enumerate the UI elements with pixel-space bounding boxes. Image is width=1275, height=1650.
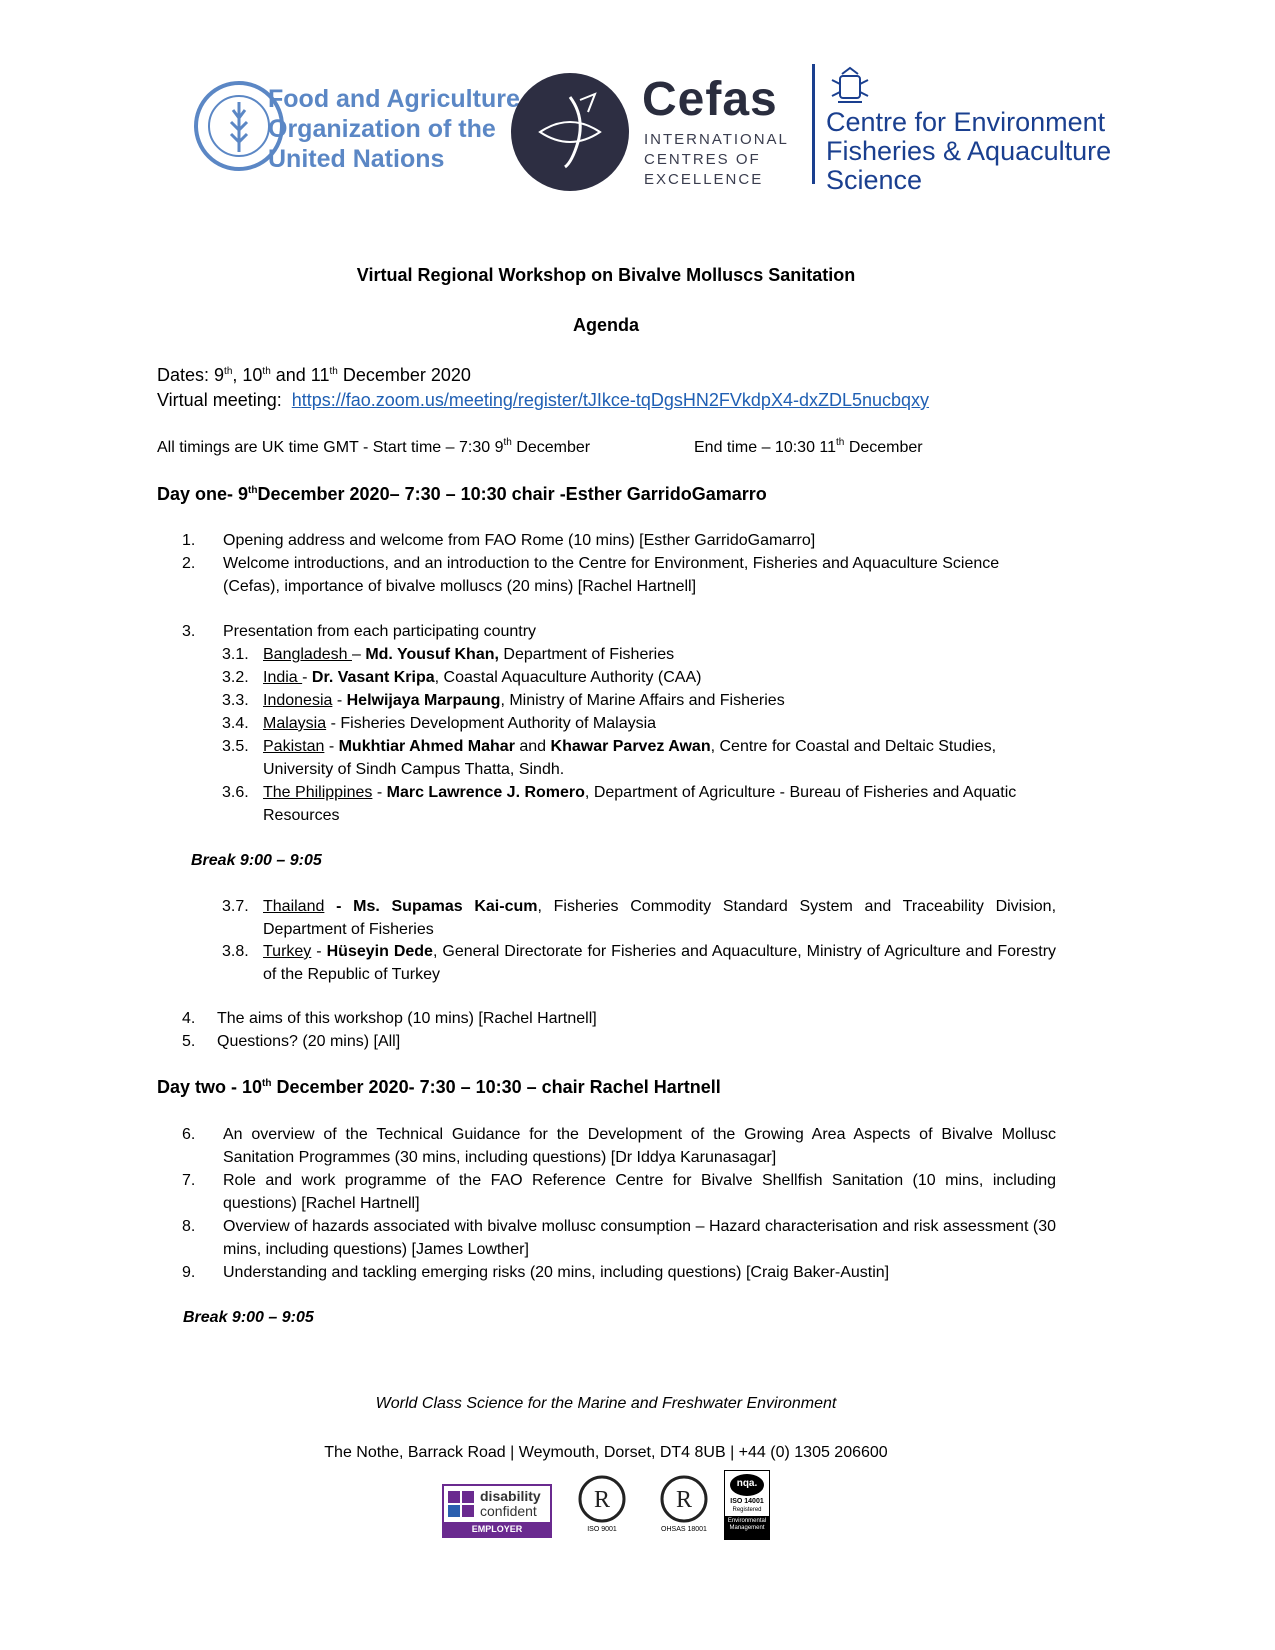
item-number: 1.	[182, 532, 196, 549]
separator: -	[326, 715, 341, 732]
item-number: 3.4.	[222, 715, 249, 732]
dc-line1: disability	[480, 1488, 541, 1504]
country-item	[222, 712, 1056, 735]
item-number: 9.	[182, 1264, 196, 1281]
cefas-sub-3: EXCELLENCE	[644, 171, 764, 188]
timing-start	[157, 436, 590, 459]
list-item	[182, 1030, 1056, 1053]
list-item	[182, 1215, 1056, 1261]
timing-end-text: End time – 10:30 11	[694, 439, 837, 456]
country-item	[222, 940, 1056, 986]
affiliation: , Coastal Aquaculture Authority (CAA)	[434, 669, 702, 686]
ohsas-badge	[654, 1470, 714, 1538]
country-name: Bangladesh	[263, 646, 352, 663]
country-name: The Philippines	[263, 784, 373, 801]
item-text: The aims of this workshop (10 mins) [Rachel Hartnell]	[217, 1010, 597, 1027]
separator: -	[332, 692, 347, 709]
affiliation: , Department of Agriculture - Bureau of Fisheries and Aquatic Resources	[263, 784, 1017, 824]
dc-line3: EMPLOYER	[444, 1522, 550, 1536]
item-number: 6.	[182, 1126, 196, 1143]
separator: -	[311, 943, 327, 960]
item-number: 3.1.	[222, 646, 249, 663]
document-title: Virtual Regional Workshop on Bivalve Molluscs Sanitation	[356, 265, 856, 285]
item-text: Presentation from each participating country	[223, 623, 537, 640]
nqa-text: nqa.	[736, 1478, 758, 1489]
item-number: 3.6.	[222, 784, 249, 801]
iso9001-label: ISO 9001	[587, 1526, 617, 1533]
item-number: 7.	[182, 1172, 196, 1189]
virtual-meeting-label: Virtual meeting:	[157, 390, 282, 410]
item-number: 8.	[182, 1218, 196, 1235]
item-number: 2.	[182, 555, 196, 572]
virtual-meeting-line	[157, 388, 929, 412]
presenter-name: Mukhtiar Ahmed Mahar	[338, 738, 515, 755]
iso14001-env: Environmental Management	[725, 1516, 769, 1539]
day-one-heading	[157, 482, 767, 506]
dc-line2: confident	[480, 1503, 537, 1519]
fao-name-line3: United Nations	[268, 145, 445, 173]
dates-sup: th	[262, 366, 271, 377]
day-two-sup: th	[262, 1078, 272, 1089]
centre-divider	[812, 64, 815, 184]
separator: -	[372, 784, 387, 801]
separator: –	[351, 646, 366, 663]
centre-line1: Centre for Environment	[826, 107, 1106, 137]
dates-label: Dates: 9	[157, 365, 225, 385]
country-item	[222, 643, 1056, 666]
cefas-sub-1: INTERNATIONAL	[644, 131, 789, 148]
item-text: An overview of the Technical Guidance for the Development of the Growing Area Aspects of Bivalve Mollusc Sanitation Programmes (30 mins, including questions) [Dr Iddya Karunasagar]	[223, 1126, 1056, 1166]
country-name: India	[263, 669, 303, 686]
iso9001-badge	[572, 1470, 632, 1538]
list-item	[182, 1169, 1056, 1215]
item-number: 3.	[182, 623, 196, 640]
item-number: 3.5.	[222, 738, 249, 755]
day-one-sup: th	[248, 485, 258, 496]
centre-line2: Fisheries & Aquaculture	[826, 136, 1112, 166]
separator: -	[302, 669, 312, 686]
country-item	[222, 689, 1056, 712]
cefas-logo	[510, 72, 790, 192]
country-name: Turkey	[263, 943, 312, 960]
dates-line	[157, 363, 471, 387]
day-two-heading	[157, 1075, 721, 1099]
centre-line3: Science	[826, 165, 923, 195]
day-one-heading-b: December 2020– 7:30 – 10:30 chair -Esther GarridoGamarro	[257, 484, 767, 504]
royal-crest-icon	[828, 66, 872, 106]
presenter-name: Khawar Parvez Awan	[550, 738, 711, 755]
separator: -	[324, 738, 339, 755]
presenter-name: Hüseyin Dede	[326, 943, 433, 960]
presenter-name: Helwijaya Marpaung	[346, 692, 501, 709]
dates-mid: and 11	[270, 365, 330, 385]
item-text: Understanding and tackling emerging risks (20 mins, including questions) [Craig Baker-Austin]	[223, 1264, 890, 1281]
footer-badges	[442, 1470, 772, 1540]
affiliation: , Ministry of Marine Affairs and Fisheries	[500, 692, 785, 709]
affiliation: , Fisheries Commodity Standard System and Traceability Division, Department of Fisheries	[263, 898, 1057, 938]
footer-tagline: World Class Science for the Marine and Freshwater Environment	[375, 1395, 837, 1412]
dates-mid: , 10	[232, 365, 263, 385]
dates-end: December 2020	[337, 365, 471, 385]
country-name: Pakistan	[263, 738, 325, 755]
affiliation: , General Directorate for Fisheries and Aquaculture, Ministry of Agriculture and Forestry of the Republic of Turkey	[263, 943, 1057, 983]
cefas-fish-icon	[510, 72, 630, 192]
country-item	[222, 895, 1056, 941]
timing-end	[694, 436, 923, 459]
list-item	[182, 552, 1056, 598]
break-label: Break 9:00 – 9:05	[191, 852, 322, 869]
break-label: Break 9:00 – 9:05	[183, 1309, 314, 1326]
document-subtitle: Agenda	[572, 315, 639, 335]
country-name: Malaysia	[263, 715, 327, 732]
iso14001-sub: Registered	[732, 1507, 762, 1513]
timing-start-end: December	[511, 439, 591, 456]
country-item	[222, 735, 1056, 781]
list-item	[182, 529, 1056, 552]
presenter-name: Ms. Supamas Kai-cum	[353, 898, 538, 915]
presenter-name: Marc Lawrence J. Romero	[386, 784, 585, 801]
item-number: 4.	[182, 1010, 196, 1027]
timing-end-end: December	[844, 439, 923, 456]
separator: -	[324, 898, 354, 915]
lrqa-iso9001-icon	[577, 1474, 627, 1524]
centre-logo	[812, 64, 1112, 194]
list-item	[182, 1261, 1056, 1284]
ohsas-label: OHSAS 18001	[661, 1526, 707, 1533]
day-two-heading-b: December 2020- 7:30 – 10:30 – chair Rachel Hartnell	[271, 1077, 721, 1097]
item-text: Welcome introductions, and an introduction to the Centre for Environment, Fisheries and Aquaculture Science (Cefas), importance of bivalve molluscs (20 mins) [Rachel Hartnell]	[223, 555, 1000, 595]
item-number: 3.7.	[222, 898, 249, 915]
item-text: Role and work programme of the FAO Reference Centre for Bivalve Shellfish Sanitation (10 mins, including questions) [Rachel Hartnell]	[223, 1172, 1056, 1212]
footer-address: The Nothe, Barrack Road | Weymouth, Dorset, DT4 8UB | +44 (0) 1305 206600	[324, 1444, 888, 1461]
country-name: Indonesia	[263, 692, 333, 709]
dc-icons	[448, 1491, 476, 1517]
fao-name-line1: Food and Agriculture	[268, 85, 520, 113]
nqa-logo	[730, 1474, 764, 1496]
timing-start-text: All timings are UK time GMT - Start time – 7:30 9	[157, 439, 504, 456]
day-two-heading-a: Day two - 10	[157, 1077, 263, 1097]
item-text: Opening address and welcome from FAO Rome (10 mins) [Esther GarridoGamarro]	[223, 532, 816, 549]
list-item	[182, 1123, 1056, 1169]
affiliation: Department of Fisheries	[498, 646, 675, 663]
svg-text:R: R	[675, 1487, 693, 1513]
lrqa-ohsas-icon	[659, 1474, 709, 1524]
country-item	[222, 666, 1056, 689]
fao-logo	[193, 78, 520, 178]
item-number: 3.2.	[222, 669, 249, 686]
iso14001-label: ISO 14001	[730, 1498, 764, 1505]
list-item	[182, 620, 1056, 643]
dates-sup: th	[224, 366, 233, 377]
svg-text:R: R	[593, 1487, 611, 1513]
list-item	[182, 1007, 1056, 1030]
cefas-sub-2: CENTRES OF	[644, 151, 761, 168]
presenter-name: Md. Yousuf Khan,	[365, 646, 499, 663]
country-item	[222, 781, 1056, 827]
cefas-title: Cefas	[642, 73, 778, 126]
nqa-iso14001-badge	[724, 1470, 770, 1540]
affiliation: , Centre for Coastal and Deltaic Studies, University of Sindh Campus Thatta, Sindh.	[263, 738, 997, 778]
timing-sup: th	[503, 437, 512, 448]
item-number: 3.8.	[222, 943, 249, 960]
timing-sup: th	[836, 437, 845, 448]
conjunction: and	[514, 738, 551, 755]
disability-confident-badge	[442, 1484, 552, 1538]
affiliation: Fisheries Development Authority of Malaysia	[340, 715, 657, 732]
item-number: 3.3.	[222, 692, 249, 709]
item-text: Questions? (20 mins) [All]	[217, 1033, 401, 1050]
item-text: Overview of hazards associated with bivalve mollusc consumption – Hazard characterisation and risk assessment (30 mins, including questions) [James Lowther]	[223, 1218, 1056, 1258]
presenter-name: Dr. Vasant Kripa	[311, 669, 435, 686]
item-number: 5.	[182, 1033, 196, 1050]
day-one-heading-a: Day one- 9	[157, 484, 249, 504]
dates-sup: th	[329, 366, 338, 377]
fao-name-line2: Organization of the	[268, 115, 496, 143]
meeting-link[interactable]: https://fao.zoom.us/meeting/register/tJIkce-tqDgsHN2FVkdpX4-dxZDL5nucbqxy	[291, 390, 930, 410]
country-name: Thailand	[263, 898, 325, 915]
